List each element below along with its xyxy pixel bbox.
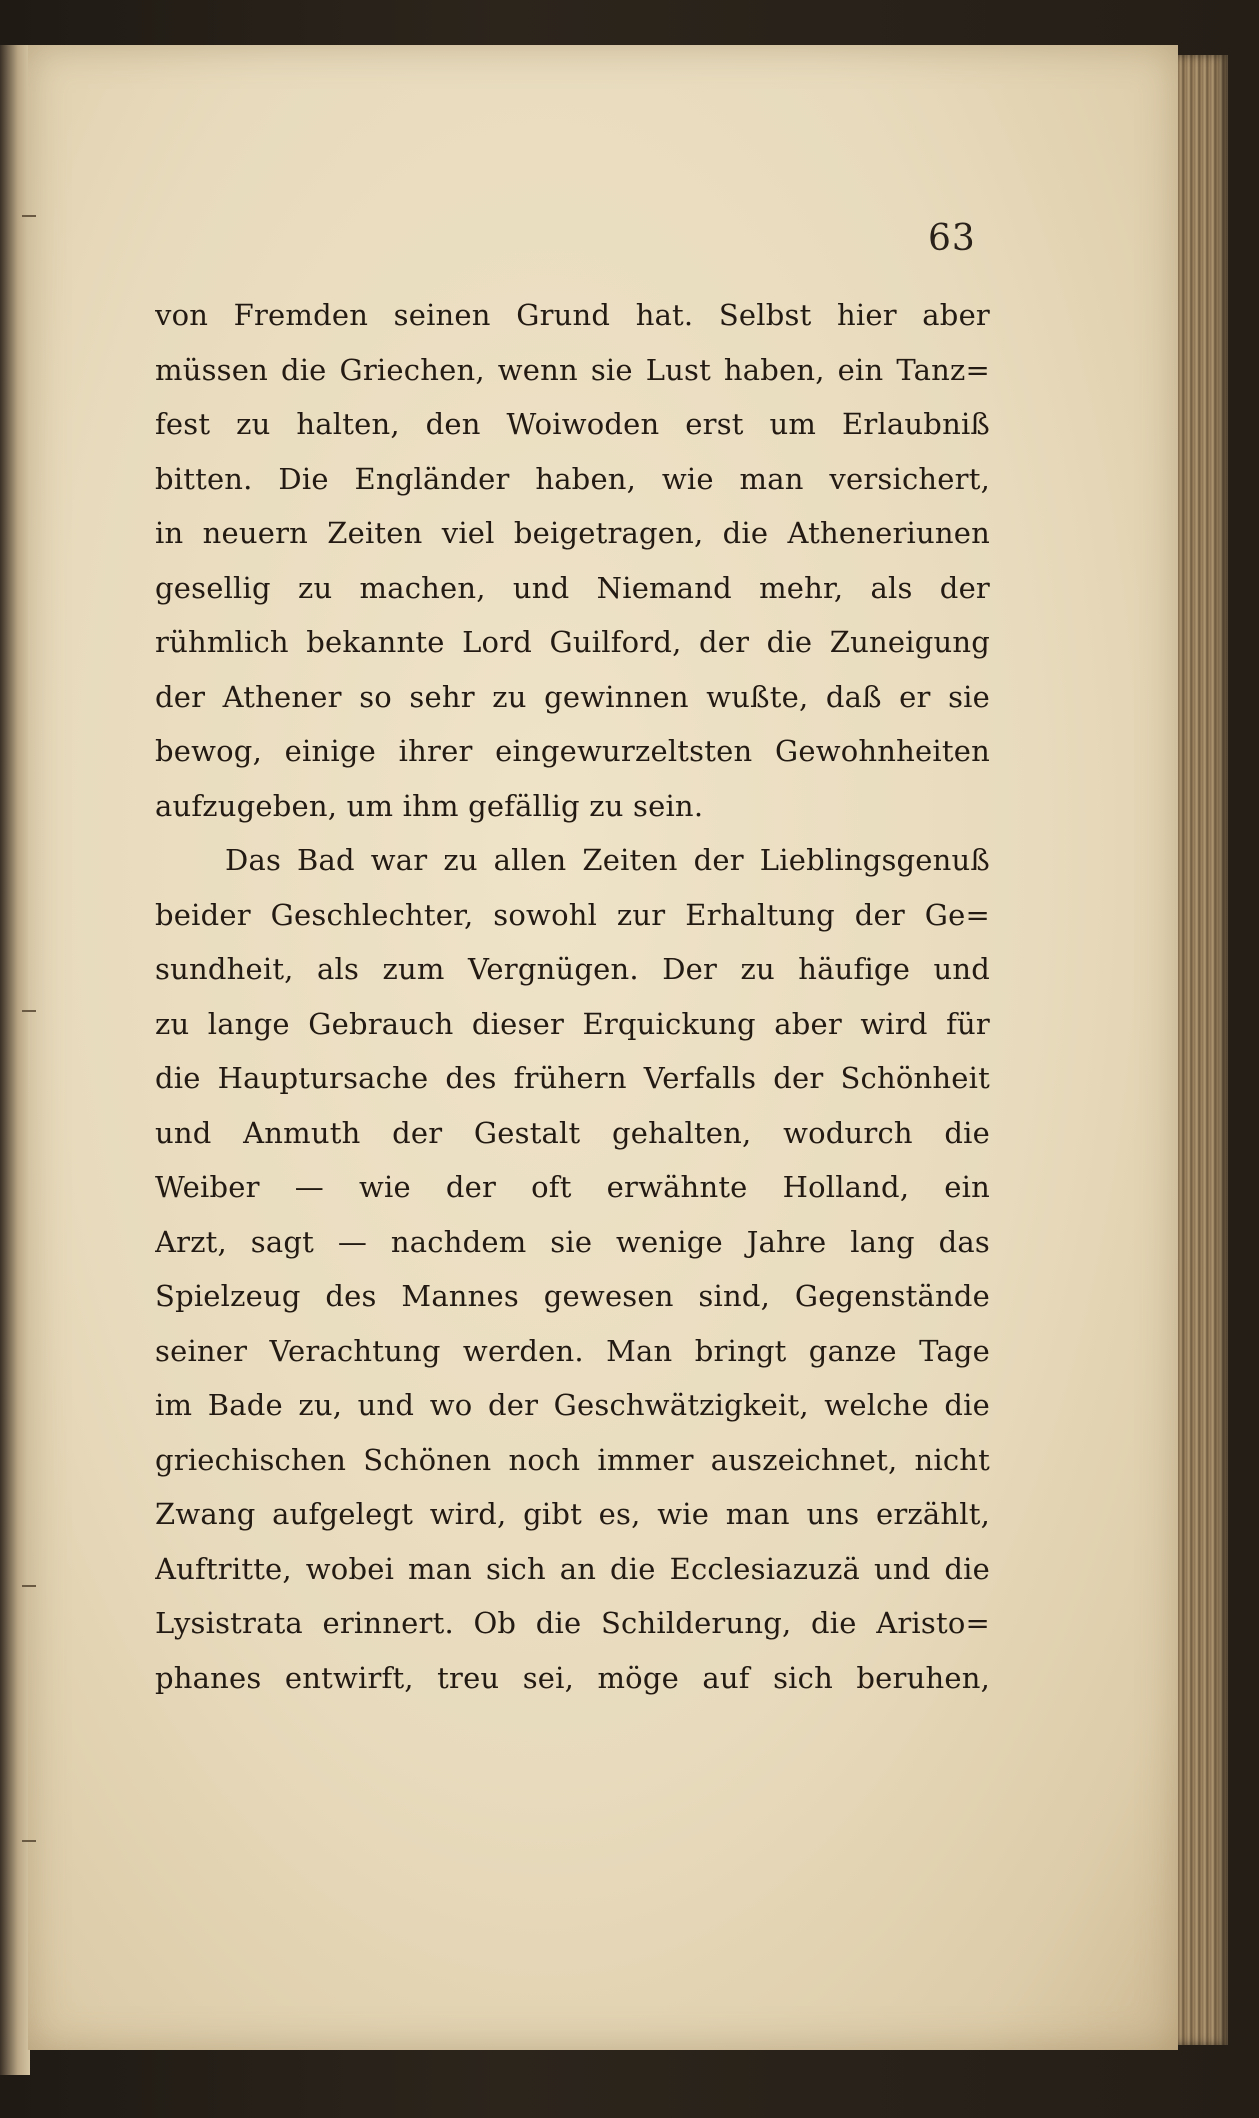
text-line: Spielzeug des Mannes gewesen sind, Gegenstände bbox=[155, 1279, 990, 1313]
paragraph bbox=[155, 288, 990, 833]
text-line: Auftritte, wobei man sich an die Ecclesiazuzä und die bbox=[155, 1551, 990, 1586]
text-line: fest zu halten, den Woiwoden erst um Erlaubniß bbox=[155, 407, 990, 441]
gutter-mark bbox=[22, 215, 36, 217]
text-line: Zwang aufgelegt wird, gibt es, wie man uns erzählt, bbox=[155, 1497, 990, 1531]
text-line: aufzugeben, um ihm gefällig zu sein. bbox=[155, 788, 704, 823]
text-line: griechischen Schönen noch immer auszeichnet, nicht bbox=[155, 1442, 990, 1477]
binding-edge bbox=[0, 45, 30, 2075]
text-line: gesellig zu machen, und Niemand mehr, als der bbox=[155, 570, 990, 605]
paragraph bbox=[155, 833, 990, 1705]
text-line: von Fremden seinen Grund hat. Selbst hier aber bbox=[155, 298, 990, 332]
text-line: und Anmuth der Gestalt gehalten, wodurch die bbox=[155, 1115, 990, 1150]
gutter-mark bbox=[22, 1010, 36, 1012]
text-line: zu lange Gebrauch dieser Erquickung aber wird für bbox=[155, 1006, 990, 1041]
text-line: Das Bad war zu allen Zeiten der Lieblingsgenuß bbox=[225, 843, 990, 877]
page-number: 63 bbox=[928, 218, 976, 259]
text-line: der Athener so sehr zu gewinnen wußte, daß er sie bbox=[155, 679, 990, 714]
text-line: in neuern Zeiten viel beigetragen, die Atheneriunen bbox=[155, 516, 990, 550]
text-line: beider Geschlechter, sowohl zur Erhaltung der Ge= bbox=[155, 897, 990, 932]
text-line: phanes entwirft, treu sei, möge auf sich beruhen, bbox=[155, 1660, 990, 1695]
gutter-mark bbox=[22, 1840, 36, 1842]
page-stack-edge bbox=[1178, 55, 1228, 2045]
text-line: im Bade zu, und wo der Geschwätzigkeit, welche die bbox=[155, 1388, 990, 1422]
gutter-mark bbox=[22, 1585, 36, 1587]
text-line: bewog, einige ihrer eingewurzeltsten Gewohnheiten bbox=[155, 734, 990, 768]
text-line: sundheit, als zum Vergnügen. Der zu häufige und bbox=[155, 952, 990, 986]
text-line: bitten. Die Engländer haben, wie man versichert, bbox=[155, 461, 990, 496]
body-text bbox=[155, 288, 990, 1705]
text-line: seiner Verachtung werden. Man bringt ganze Tage bbox=[155, 1333, 990, 1368]
text-line: Lysistrata erinnert. Ob die Schilderung, die Aristo= bbox=[155, 1606, 990, 1640]
text-line: müssen die Griechen, wenn sie Lust haben, ein Tanz= bbox=[155, 352, 990, 387]
text-line: Weiber — wie der oft erwähnte Holland, ein bbox=[155, 1170, 990, 1204]
text-line: Arzt, sagt — nachdem sie wenige Jahre lang das bbox=[155, 1224, 990, 1259]
text-line: die Hauptursache des frühern Verfalls der Schönheit bbox=[155, 1061, 990, 1095]
text-line: rühmlich bekannte Lord Guilford, der die Zuneigung bbox=[155, 625, 990, 659]
